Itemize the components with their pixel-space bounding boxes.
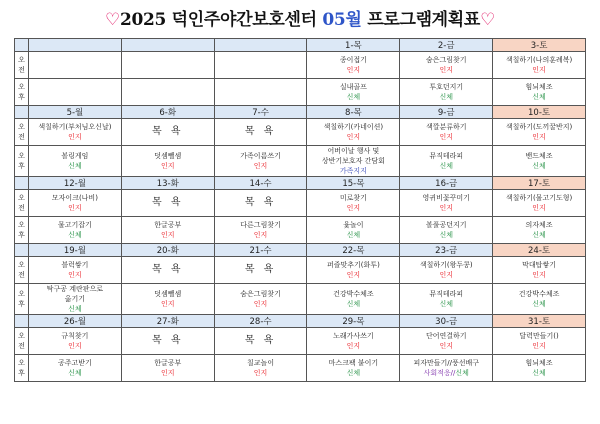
side-label-char: 후 (18, 231, 25, 239)
bath-activity: 목 욕 (151, 264, 184, 275)
activity-cell (493, 217, 586, 244)
activity-name: 숨은그림찾기 (240, 290, 281, 298)
activity-category (400, 368, 492, 378)
activity-category: 신체 (68, 305, 82, 313)
activity-name: 뮤직테라피 (429, 152, 464, 160)
activity-category: 가족지지 (339, 167, 367, 175)
activity-name: 단어연결하기 (425, 332, 467, 340)
activity-cell (400, 146, 493, 177)
activity-name: 상반기보호자 간담회 (321, 157, 385, 165)
side-label-char: 오 (18, 261, 25, 269)
side-label-char: 오 (18, 194, 25, 202)
category-social: 사회적응 (423, 369, 451, 377)
morning-label (15, 52, 29, 79)
activity-category: 인지 (439, 66, 453, 74)
day-header (121, 39, 214, 52)
program-calendar-table (14, 38, 586, 382)
activity-cell (493, 146, 586, 177)
activity-name: 볼풀공던지기 (425, 221, 467, 229)
activity-cell (121, 328, 214, 355)
activity-name: 어버이날 행사 및 (327, 147, 380, 155)
activity-cell (400, 355, 493, 382)
side-label-char: 오 (18, 359, 25, 367)
afternoon-row (15, 146, 586, 177)
activity-cell (214, 328, 307, 355)
week-header-spacer (15, 39, 29, 52)
activity-cell (29, 217, 122, 244)
activity-category: 신체 (532, 231, 546, 239)
heart-icon: ♡ (480, 10, 496, 30)
page-title (0, 8, 600, 32)
activity-cell (400, 257, 493, 284)
afternoon-row (15, 217, 586, 244)
day-header: 23-금 (400, 244, 493, 257)
side-label-char: 오 (18, 332, 25, 340)
activity-cell (121, 257, 214, 284)
activity-category: 인지 (253, 231, 268, 239)
activity-category: 인지 (68, 204, 82, 212)
bath-activity: 목 욕 (151, 335, 184, 346)
morning-row (15, 119, 586, 146)
activity-category: 신체 (346, 369, 361, 377)
day-header-saturday: 10-토 (493, 106, 586, 119)
activity-cell (121, 217, 214, 244)
day-header (29, 39, 122, 52)
activity-cell (214, 355, 307, 382)
activity-name: 퍼즐맞추기(화투) (327, 261, 380, 269)
day-header: 12-월 (29, 177, 122, 190)
week-header-row (15, 106, 586, 119)
activity-cell (214, 257, 307, 284)
activity-cell (400, 284, 493, 315)
activity-category: 신체 (532, 162, 546, 170)
activity-name: 달력만들기() (519, 332, 559, 340)
activity-cell (493, 119, 586, 146)
activity-cell (214, 217, 307, 244)
activity-cell (214, 79, 307, 106)
side-label-char: 오 (18, 152, 25, 160)
side-label-char: 전 (18, 133, 25, 141)
activity-cell (307, 284, 400, 315)
activity-category: 인지 (439, 342, 453, 350)
day-header: 15-목 (307, 177, 400, 190)
afternoon-label (15, 146, 29, 177)
activity-cell (307, 328, 400, 355)
activity-cell (307, 257, 400, 284)
category-physical: 신체 (455, 369, 469, 377)
activity-category: 인지 (346, 342, 361, 350)
day-header-saturday: 24-토 (493, 244, 586, 257)
activity-cell (121, 79, 214, 106)
activity-cell (29, 284, 122, 315)
activity-category: 인지 (160, 300, 175, 308)
activity-name: 한글공부 (154, 221, 182, 229)
activity-cell (307, 146, 400, 177)
activity-name: 미로찾기 (339, 194, 367, 202)
activity-cell (29, 119, 122, 146)
activity-category: 인지 (439, 204, 453, 212)
activity-cell (121, 190, 214, 217)
activity-name: 가족이름쓰기 (240, 152, 281, 160)
activity-category: 신체 (439, 300, 453, 308)
activity-name: 노래가사쓰기 (333, 332, 374, 340)
bath-activity: 목 욕 (244, 335, 277, 346)
bath-activity: 목 욕 (151, 197, 184, 208)
activity-category: 인지 (346, 66, 361, 74)
afternoon-label (15, 284, 29, 315)
activity-name: 색칠하기(나의훈례복) (505, 56, 573, 64)
activity-name: 색칠하기(왕두콩) (419, 261, 473, 269)
bath-activity: 목 욕 (151, 126, 184, 137)
day-header: 2-금 (400, 39, 493, 52)
activity-name: 윷놀이 (343, 221, 364, 229)
activity-cell (214, 52, 307, 79)
activity-name: 블럭쌓기 (61, 261, 89, 269)
bath-activity: 목 욕 (244, 197, 277, 208)
activity-cell (400, 52, 493, 79)
activity-category: 인지 (68, 133, 82, 141)
activity-cell (400, 119, 493, 146)
day-header: 9-금 (400, 106, 493, 119)
activity-cell (307, 79, 400, 106)
activity-category: 인지 (532, 204, 546, 212)
day-header (214, 39, 307, 52)
side-label-char: 후 (18, 93, 25, 101)
day-header: 26-월 (29, 315, 122, 328)
day-header: 29-목 (307, 315, 400, 328)
activity-cell (400, 79, 493, 106)
activity-name: 색칠하기(물고기도형) (505, 194, 573, 202)
activity-category: 인지 (253, 369, 268, 377)
day-header-saturday: 3-토 (493, 39, 586, 52)
activity-cell (493, 257, 586, 284)
day-header: 5-월 (29, 106, 122, 119)
day-header: 20-화 (121, 244, 214, 257)
activity-cell (307, 355, 400, 382)
activity-name: 규칙찾기 (61, 332, 89, 340)
week-header-spacer (15, 315, 29, 328)
activity-cell (307, 190, 400, 217)
activity-category: 신체 (346, 231, 361, 239)
morning-row (15, 190, 586, 217)
day-header: 22-목 (307, 244, 400, 257)
week-header-spacer (15, 106, 29, 119)
activity-name: 영귀비꽃꾸미기 (422, 194, 470, 202)
activity-name: 피자만들기//풍선배구 (413, 359, 480, 367)
morning-label (15, 190, 29, 217)
activity-category: 인지 (439, 271, 453, 279)
category-separator: // (450, 369, 456, 377)
morning-label (15, 257, 29, 284)
bath-activity: 목 욕 (244, 264, 277, 275)
week-header-row (15, 244, 586, 257)
activity-cell (29, 52, 122, 79)
activity-category: 신체 (346, 300, 361, 308)
activity-cell (214, 119, 307, 146)
activity-cell (400, 328, 493, 355)
activity-cell (493, 284, 586, 315)
activity-category: 인지 (160, 231, 175, 239)
activity-name: 투호던지기 (429, 83, 464, 91)
activity-cell (400, 217, 493, 244)
activity-category: 신체 (439, 231, 453, 239)
day-header: 8-목 (307, 106, 400, 119)
activity-category: 인지 (253, 162, 268, 170)
activity-category: 신체 (439, 162, 453, 170)
activity-name: 종이접기 (339, 56, 367, 64)
activity-cell (29, 190, 122, 217)
side-label-char: 전 (18, 66, 25, 74)
title-text-2: 프로그램계획표 (361, 10, 481, 30)
activity-name: 건강박수체조 (333, 290, 374, 298)
activity-category: 인지 (532, 342, 546, 350)
afternoon-label (15, 79, 29, 106)
side-label-char: 후 (18, 369, 25, 377)
side-label-char: 전 (18, 342, 25, 350)
activity-cell (493, 52, 586, 79)
afternoon-label (15, 355, 29, 382)
day-header: 6-화 (121, 106, 214, 119)
activity-name: 의자체조 (525, 221, 553, 229)
afternoon-row (15, 79, 586, 106)
week-header-row (15, 39, 586, 52)
activity-name: 공주고받기 (58, 359, 92, 367)
day-header: 19-월 (29, 244, 122, 257)
activity-cell (214, 146, 307, 177)
activity-category: 인지 (160, 162, 175, 170)
day-header: 21-수 (214, 244, 307, 257)
activity-category: 신체 (532, 369, 546, 377)
activity-cell (493, 79, 586, 106)
week-header-row (15, 315, 586, 328)
activity-name: 옮기기 (64, 295, 86, 303)
side-label-char: 오 (18, 56, 25, 64)
afternoon-row (15, 284, 586, 315)
side-label-char: 전 (18, 271, 25, 279)
activity-name: 칠교놀이 (247, 359, 275, 367)
morning-row (15, 257, 586, 284)
activity-name: 마스크팩 붙이기 (328, 359, 379, 367)
activity-name: 막대탑쌓기 (522, 261, 556, 269)
side-label-char: 오 (18, 290, 25, 298)
activity-cell (493, 355, 586, 382)
activity-name: 물고기잡기 (58, 221, 92, 229)
activity-cell (493, 190, 586, 217)
activity-cell (29, 355, 122, 382)
activity-cell (400, 190, 493, 217)
activity-cell (493, 328, 586, 355)
title-text: 2025 덕인주야간보호센터 (119, 10, 323, 30)
activity-category: 인지 (346, 133, 361, 141)
activity-category: 신체 (68, 369, 82, 377)
day-header: 27-화 (121, 315, 214, 328)
side-label-char: 오 (18, 221, 25, 229)
activity-category: 인지 (346, 204, 361, 212)
activity-category: 인지 (68, 342, 82, 350)
afternoon-label (15, 217, 29, 244)
activity-cell (121, 355, 214, 382)
heart-icon: ♡ (104, 10, 120, 30)
activity-name: 색칠하기(도끼꿀반지) (505, 123, 573, 131)
side-label-char: 후 (18, 300, 25, 308)
activity-category: 인지 (253, 300, 268, 308)
morning-label (15, 119, 29, 146)
activity-name: 덧셈뺄셈 (154, 152, 182, 160)
activity-name: 힘뇌체조 (525, 83, 553, 91)
week-header-spacer (15, 177, 29, 190)
activity-cell (121, 52, 214, 79)
activity-name: 색깔분류하기 (425, 123, 467, 131)
activity-cell (307, 119, 400, 146)
side-label-char: 오 (18, 83, 25, 91)
day-header: 7-수 (214, 106, 307, 119)
activity-cell (121, 284, 214, 315)
activity-name: 탁구공 계란판으로 (46, 285, 104, 293)
activity-cell (214, 190, 307, 217)
activity-category: 신체 (346, 93, 361, 101)
activity-name: 건강박수체조 (518, 290, 560, 298)
day-header-saturday: 17-토 (493, 177, 586, 190)
activity-cell (121, 146, 214, 177)
activity-category: 신체 (68, 162, 82, 170)
activity-cell (214, 284, 307, 315)
activity-name: 힘뇌체조 (525, 359, 553, 367)
activity-category: 인지 (346, 271, 361, 279)
morning-row (15, 328, 586, 355)
activity-name: 모자이크(나비) (51, 194, 98, 202)
activity-name: 뮤직테라피 (429, 290, 464, 298)
activity-category: 인지 (532, 133, 546, 141)
activity-cell (307, 217, 400, 244)
activity-name: 덧셈뺄셈 (154, 290, 182, 298)
activity-category: 인지 (68, 271, 82, 279)
week-header-spacer (15, 244, 29, 257)
bath-activity: 목 욕 (244, 126, 277, 137)
day-header: 1-목 (307, 39, 400, 52)
afternoon-row (15, 355, 586, 382)
activity-cell (29, 257, 122, 284)
morning-label (15, 328, 29, 355)
activity-category: 신체 (532, 300, 546, 308)
activity-name: 실내골프 (339, 83, 367, 91)
day-header-saturday: 31-토 (493, 315, 586, 328)
week-header-row (15, 177, 586, 190)
side-label-char: 전 (18, 204, 25, 212)
activity-name: 볼링게임 (61, 152, 89, 160)
activity-name: 색칠하기(부처님오신날) (38, 123, 112, 131)
day-header: 14-수 (214, 177, 307, 190)
activity-cell (121, 119, 214, 146)
activity-category: 신체 (68, 231, 82, 239)
activity-name: 색칠하기(카네이션) (323, 123, 384, 131)
activity-category: 인지 (439, 133, 453, 141)
activity-category: 신체 (532, 93, 546, 101)
activity-cell (29, 328, 122, 355)
day-header: 28-수 (214, 315, 307, 328)
day-header: 13-화 (121, 177, 214, 190)
activity-category: 인지 (532, 271, 546, 279)
activity-name: 한글공부 (154, 359, 182, 367)
side-label-char: 오 (18, 123, 25, 131)
day-header: 16-금 (400, 177, 493, 190)
activity-cell (307, 52, 400, 79)
activity-cell (29, 79, 122, 106)
activity-category: 신체 (439, 93, 453, 101)
activity-name: 숨은그림찾기 (425, 56, 467, 64)
title-month: 05월 (322, 10, 362, 30)
day-header: 30-금 (400, 315, 493, 328)
activity-name: 다른그림찾기 (240, 221, 281, 229)
activity-category: 인지 (532, 66, 546, 74)
activity-cell (29, 146, 122, 177)
side-label-char: 후 (18, 162, 25, 170)
activity-name: 밴드체조 (525, 152, 553, 160)
activity-category: 인지 (160, 369, 175, 377)
morning-row (15, 52, 586, 79)
